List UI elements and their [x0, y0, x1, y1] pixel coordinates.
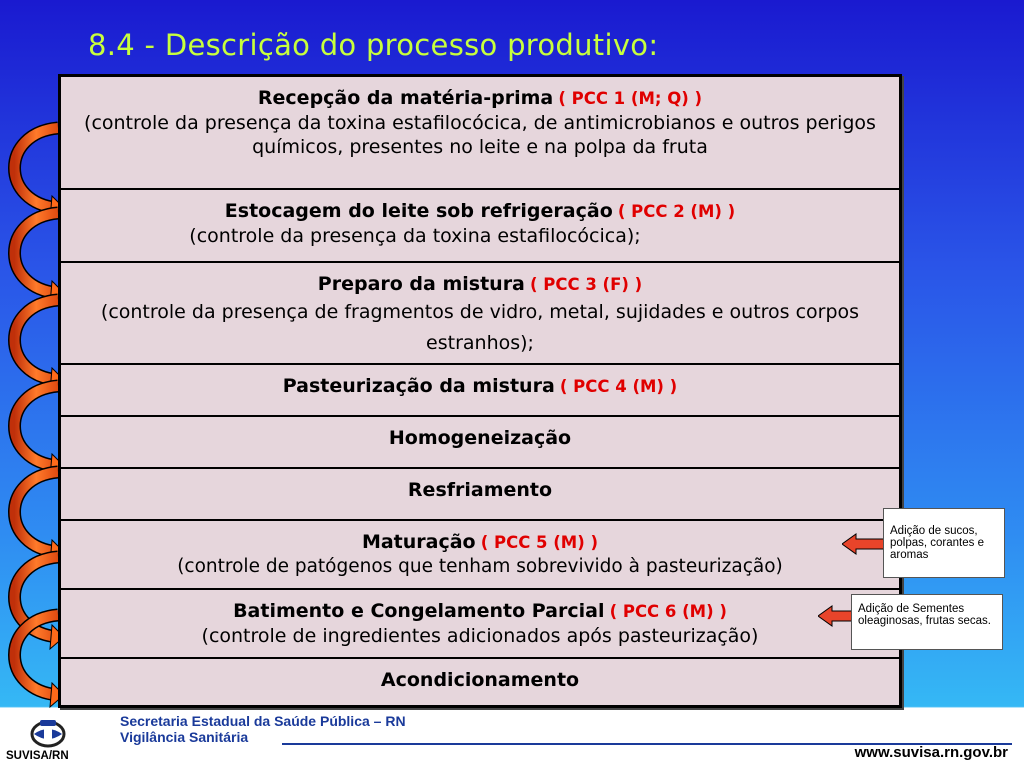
step-description: (controle de ingredientes adicionados após pasteurização) — [201, 625, 759, 647]
curved-arrow-icon — [15, 386, 65, 478]
step-name: Preparo da mistura — [317, 273, 525, 295]
step-estocagem — [61, 190, 899, 263]
curved-arrow-icon — [15, 300, 65, 392]
step-name: Maturação — [361, 531, 476, 553]
left-arrow-icon — [842, 532, 886, 556]
step-name: Recepção da matéria-prima — [257, 87, 554, 109]
step-batimento — [61, 590, 899, 659]
step-description: (controle da presença da toxina estafilocócica); — [189, 225, 641, 247]
curved-arrow-icon — [15, 128, 65, 220]
footer-brand: SUVISA/RN — [6, 750, 69, 762]
suvisa-logo-icon — [22, 714, 74, 750]
step-acondicionamento — [61, 659, 899, 708]
note-text: Adição de sucos, polpas, corantes e aromas — [890, 525, 984, 561]
curved-arrow-icon — [15, 472, 65, 564]
step-name: Estocagem do leite sob refrigeração — [224, 200, 613, 222]
step-maturacao — [61, 521, 899, 590]
note-sucos — [883, 508, 1005, 578]
step-preparo — [61, 263, 899, 365]
step-name: Batimento e Congelamento Parcial — [233, 600, 605, 622]
step-pasteurizacao — [61, 365, 899, 417]
pcc-label: ( PCC 1 (M; Q) ) — [558, 89, 703, 108]
pcc-label: ( PCC 6 (M) ) — [609, 602, 727, 621]
note-sementes — [851, 594, 1003, 650]
step-homogeneizacao — [61, 417, 899, 469]
footer-secretaria: Secretaria Estadual da Saúde Pública – RN — [120, 713, 406, 729]
step-resfriamento — [61, 469, 899, 521]
step-name: Acondicionamento — [380, 669, 580, 691]
step-description: (controle da presença de fragmentos de vidro, metal, sujidades e outros corpos estranhos); — [100, 301, 860, 354]
footer-vigilancia: Vigilância Sanitária — [120, 729, 249, 745]
step-description: (controle de patógenos que tenham sobrevivido à pasteurização) — [177, 556, 783, 577]
curved-arrow-icon — [15, 213, 65, 305]
step-description: (controle da presença da toxina estafilocócica, de antimicrobianos e outros perigos químicos, presentes no leite e na polpa da fruta — [84, 112, 876, 158]
step-recepcao — [61, 77, 899, 190]
pcc-label: ( PCC 5 (M) ) — [480, 533, 599, 552]
pcc-label: ( PCC 3 (F) ) — [529, 275, 643, 294]
footer-url-link[interactable]: www.suvisa.rn.gov.br — [854, 744, 1008, 761]
pcc-label: ( PCC 4 (M) ) — [559, 377, 678, 396]
process-steps-table — [58, 74, 902, 708]
pcc-label: ( PCC 2 (M) ) — [617, 202, 736, 221]
step-name: Pasteurização da mistura — [282, 375, 555, 397]
step-name: Homogeneização — [388, 427, 572, 449]
step-name: Resfriamento — [407, 479, 553, 501]
note-text: Adição de Sementes oleaginosas, frutas secas. — [858, 603, 991, 627]
slide-title: 8.4 - Descrição do processo produtivo: — [88, 28, 659, 62]
